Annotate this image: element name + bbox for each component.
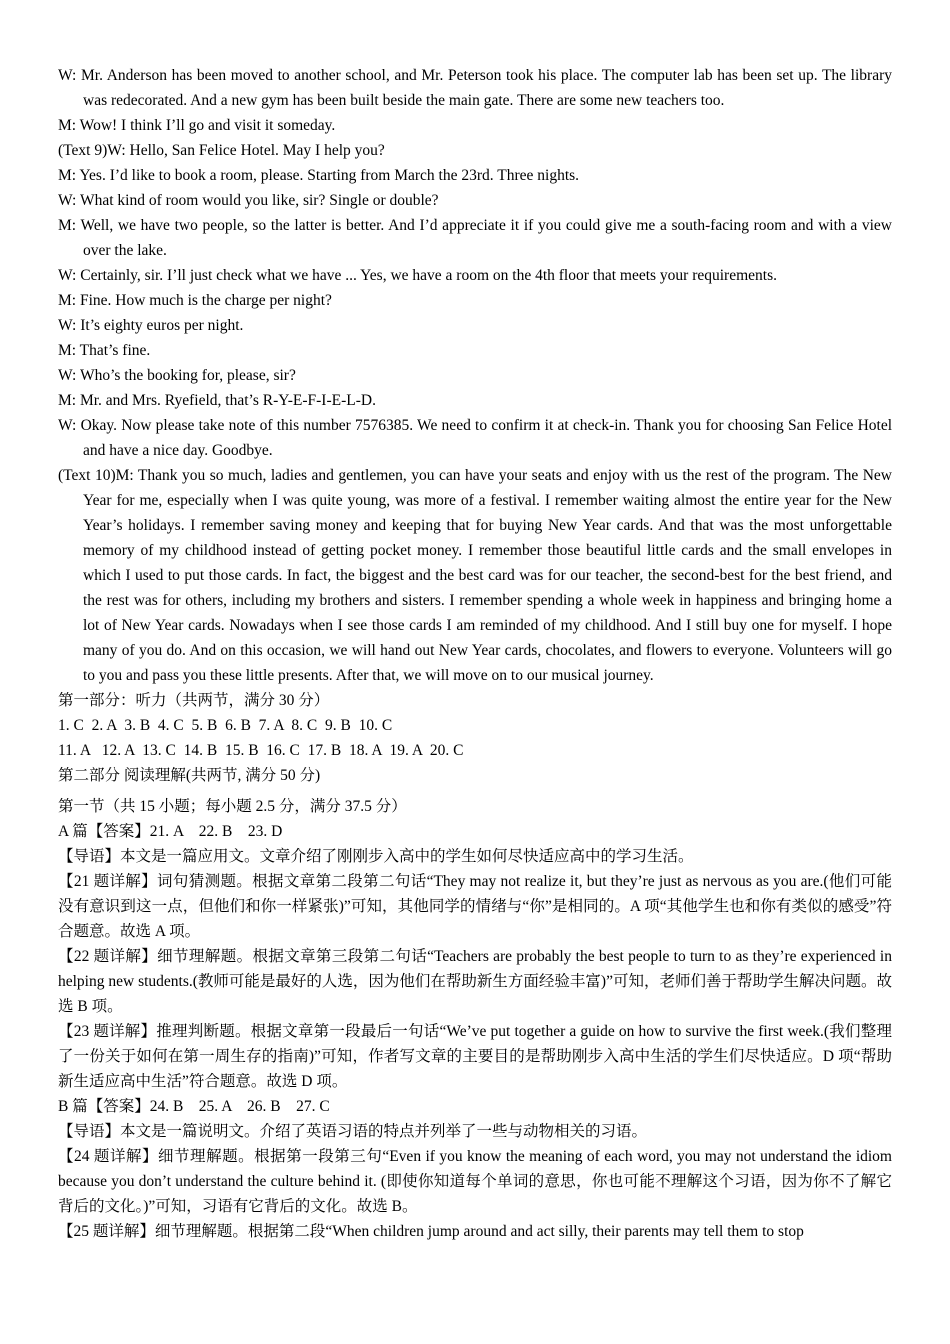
passage-a-answers: A 篇【答案】21. A 22. B 23. D <box>58 823 283 840</box>
dialogue-line: W: Okay. Now please take note of this number 7576385. We need to confirm it at check-in. Thank you for choosing San Felice Hotel and have a nice day. Goodbye. <box>58 417 892 459</box>
dialogue-line: M: Mr. and Mrs. Ryefield, that’s R-Y-E-F-I-E-L-D. <box>58 392 376 409</box>
question-21-explanation: 【21 题详解】词句猜测题。根据文章第二段第二句话“They may not realize it, but they’re just as nervous as you are.(他们可能没有意识到这一点，但他们和你一样紧张)”可知，其他同学的情绪与“你”是相同的。A 项“其他学生也和你有类似的感受”符合题意。故选 A 项。 <box>58 873 892 940</box>
answer-key-row: 11. A 12. A 13. C 14. B 15. B 16. C 17. B 18. A 19. A 20. C <box>58 742 464 759</box>
dialogue-line: W: Certainly, sir. I’ll just check what we have ... Yes, we have a room on the 4th floor that meets your requirements. <box>58 267 777 284</box>
dialogue-line: M: That’s fine. <box>58 342 151 359</box>
question-22-explanation: 【22 题详解】细节理解题。根据文章第三段第二句话“Teachers are probably the best people to turn to as they’re experienced in helping new students.(教师可能是最好的人选，因为他们在帮助新生方面经验丰富)”可知，老师们善于帮助学生解决问题。故选 B 项。 <box>58 948 892 1015</box>
dialogue-line: M: Fine. How much is the charge per night? <box>58 292 332 309</box>
dialogue-line: W: What kind of room would you like, sir? Single or double? <box>58 192 439 209</box>
question-24-explanation: 【24 题详解】细节理解题。根据第一段第三句“Even if you know the meaning of each word, you may not understand the idiom because you don’t understand the culture behind it. (即使你知道每个单词的意思，你也可能不理解这个习语，因为你不了解它背后的文化。)”可知，习语有它背后的文化。故选 B。 <box>58 1148 892 1215</box>
document-page <box>58 63 892 1244</box>
part2-heading: 第二部分 阅读理解(共两节, 满分 50 分) <box>58 767 321 784</box>
dialogue-line: W: Mr. Anderson has been moved to another school, and Mr. Peterson took his place. The computer lab has been set up. The library was redecorated. And a new gym has been built beside the main gate. There are some new teachers too. <box>58 67 892 109</box>
passage-b-answers: B 篇【答案】24. B 25. A 26. B 27. C <box>58 1098 330 1115</box>
dialogue-line: W: It’s eighty euros per night. <box>58 317 244 334</box>
dialogue-line: M: Yes. I’d like to book a room, please. Starting from March the 23rd. Three nights. <box>58 167 580 184</box>
part1-heading: 第一部分：听力（共两节，满分 30 分） <box>58 692 330 709</box>
section1-heading: 第一节（共 15 小题；每小题 2.5 分，满分 37.5 分） <box>58 798 407 815</box>
passage-b-intro: 【导语】本文是一篇说明文。介绍了英语习语的特点并列举了一些与动物相关的习语。 <box>58 1123 648 1140</box>
question-23-explanation: 【23 题详解】推理判断题。根据文章第一段最后一句话“We’ve put together a guide on how to survive the first week.(我们整理了一份关于如何在第一周生存的指南)”可知，作者写文章的主要目的是帮助刚步入高中生活的学生们尽快适应。D 项“帮助新生适应高中生活”符合题意。故选 D 项。 <box>58 1023 892 1090</box>
passage-a-intro: 【导语】本文是一篇应用文。文章介绍了刚刚步入高中的学生如何尽快适应高中的学习生活。 <box>58 848 694 865</box>
answer-key-row: 1. C 2. A 3. B 4. C 5. B 6. B 7. A 8. C 9. B 10. C <box>58 717 393 734</box>
question-25-explanation: 【25 题详解】细节理解题。根据第二段“When children jump around and act silly, their parents may tell them to stop <box>58 1223 804 1240</box>
dialogue-line: M: Wow! I think I’ll go and visit it someday. <box>58 117 336 134</box>
dialogue-line: (Text 10)M: Thank you so much, ladies and gentlemen, you can have your seats and enjoy with us the rest of the program. The New Year for me, especially when I was quite young, was more of a festival. I remember waiting almost the entire year for the New Year’s holidays. I remember saving money and keeping that for buying New Year cards. And that was the most unforgettable memory of my childhood instead of getting pocket money. I remember those beautiful little cards and the small envelopes in which I used to put those cards. In fact, the biggest and the best card was for our teacher, the second-best for the best friend, and the rest was for others, including my brothers and sisters. I remember spending a whole week in happiness and bringing home a lot of New Year cards. Nowadays when I see those cards I am reminded of my childhood. And I still buy one for myself. I hope many of you do. And on this occasion, we will hand out New Year cards, chocolates, and flowers to everyone. Volunteers will go to you and pass you these little presents. After that, we will move on to our musical journey. <box>58 467 892 684</box>
dialogue-line: (Text 9)W: Hello, San Felice Hotel. May I help you? <box>58 142 385 159</box>
dialogue-line: W: Who’s the booking for, please, sir? <box>58 367 296 384</box>
dialogue-line: M: Well, we have two people, so the latter is better. And I’d appreciate it if you could give me a south-facing room and with a view over the lake. <box>58 217 892 259</box>
